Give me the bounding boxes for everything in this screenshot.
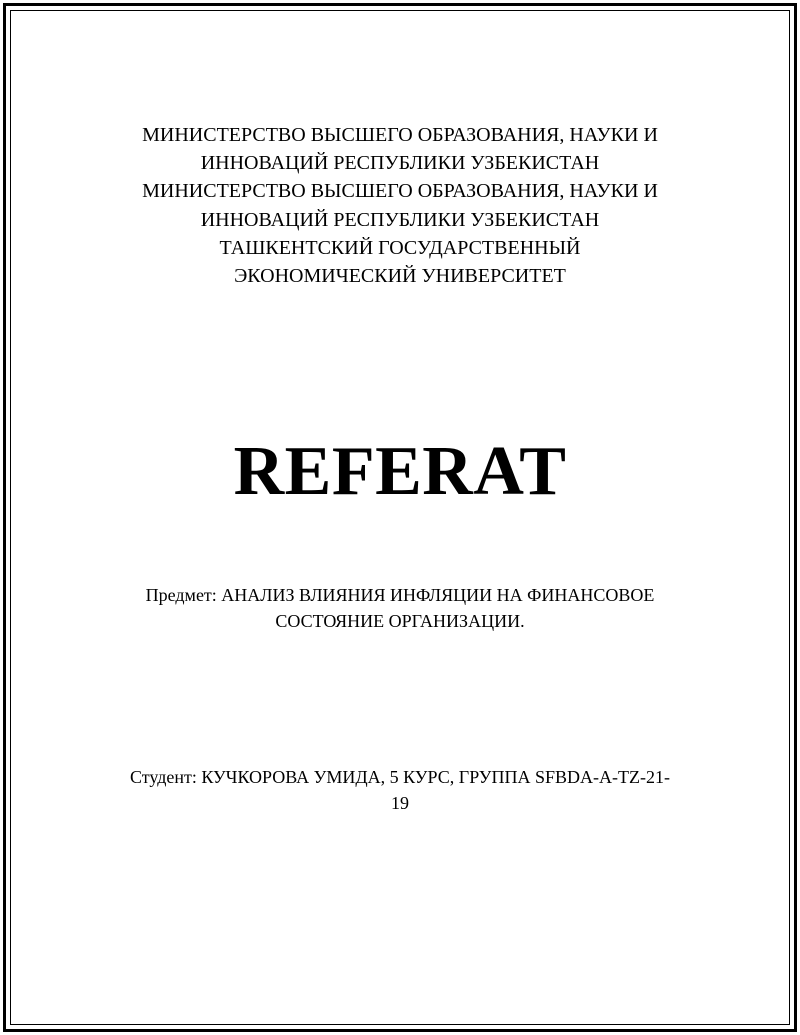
document-title: REFERAT — [233, 433, 567, 510]
header-line: МИНИСТЕРСТВО ВЫСШЕГО ОБРАЗОВАНИЯ, НАУКИ И — [142, 124, 658, 146]
header-line: ИННОВАЦИЙ РЕСПУБЛИКИ УЗБЕКИСТАН — [200, 152, 600, 175]
subject-block — [80, 582, 720, 634]
header-line: МИНИСТЕРСТВО ВЫСШЕГО ОБРАЗОВАНИЯ, НАУКИ И — [142, 180, 658, 203]
header-line: ИННОВАЦИЙ РЕСПУБЛИКИ УЗБЕКИСТАН — [200, 208, 600, 231]
institution-header — [60, 121, 740, 290]
student-block — [80, 764, 720, 816]
subject-line: Предмет: АНАЛИЗ ВЛИЯНИЯ ИНФЛЯЦИИ НА ФИНАНСОВОЕ — [145, 585, 655, 605]
student-line: Студент: КУЧКОРОВА УМИДА, 5 КУРС, ГРУППА SFBDA-A-TZ-21- — [129, 767, 670, 787]
header-line: ТАШКЕНТСКИЙ ГОСУДАРСТВЕННЫЙ — [219, 236, 581, 259]
subject-line: СОСТОЯНИЕ ОРГАНИЗАЦИИ. — [275, 611, 525, 631]
header-line: ЭКОНОМИЧЕСКИЙ УНИВЕРСИТЕТ — [234, 265, 566, 288]
student-line: 19 — [391, 793, 409, 813]
